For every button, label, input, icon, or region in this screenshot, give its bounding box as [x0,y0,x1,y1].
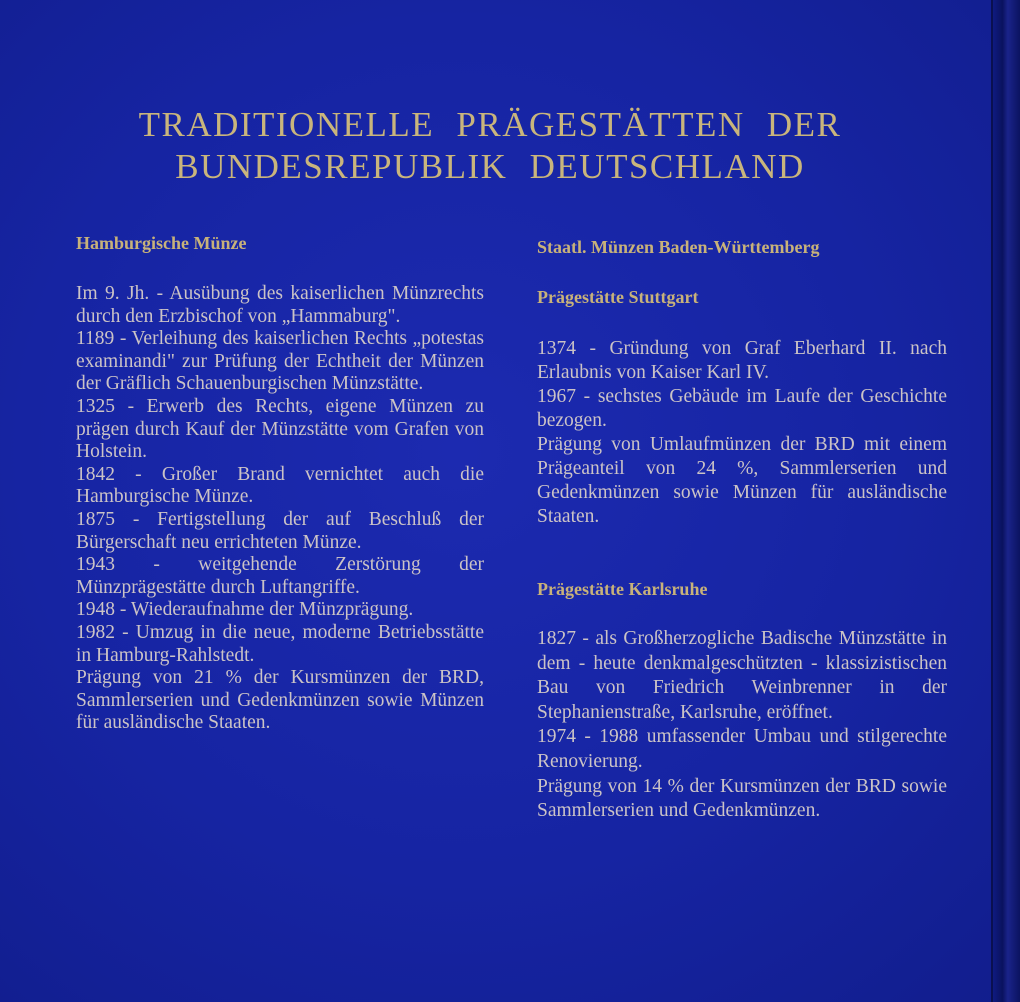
karlsruhe-heading: Prägestätte Karlsruhe [537,579,708,599]
text-paragraph: 1974 - 1988 umfassender Umbau und stilgerechte Renovierung. [537,726,947,772]
cover-title-line-2: BUNDESREPUBLIK DEUTSCHLAND [175,147,805,186]
text-paragraph: 1827 - als Großherzogliche Badische Münzstätte in dem - heute denkmalgeschützten - klassizistischen Bau von Friedrich Weinbrenner in der Stephanienstraße, Karlsruhe, eröffnet. [537,628,947,723]
text-paragraph: 1842 - Großer Brand vernichtet auch die Hamburgische Münze. [76,463,484,508]
text-paragraph: Prägung von Umlaufmünzen der BRD mit einem Prägeanteil von 24 %, Sammlerserien und Gedenkmünzen sowie Münzen für ausländische Staaten. [537,434,947,527]
hamburg-heading: Hamburgische Münze [76,233,247,253]
book-spine [993,0,1020,1002]
text-paragraph: 1948 - Wiederaufnahme der Münzprägung. [76,599,414,621]
text-paragraph: Prägung von 14 % der Kursmünzen der BRD sowie Sammlerserien und Gedenkmünzen. [537,775,947,822]
baden-wuerttemberg-heading: Staatl. Münzen Baden-Württemberg [537,237,820,257]
text-paragraph: 1982 - Umzug in die neue, moderne Betriebsstätte in Hamburg-Rahlstedt. [76,621,484,666]
text-paragraph: 1967 - sechstes Gebäude im Laufe der Geschichte bezogen. [537,386,947,431]
hamburg-text-column [76,283,484,735]
text-paragraph: 1325 - Erwerb des Rechts, eigene Münzen zu prägen durch Kauf der Münzstätte vom Grafen von Holstein. [76,395,484,463]
karlsruhe-text-column [537,627,947,824]
stuttgart-heading: Prägestätte Stuttgart [537,287,699,307]
text-paragraph: 1374 - Gründung von Graf Eberhard II. nach Erlaubnis von Kaiser Karl IV. [537,338,947,383]
text-paragraph: 1875 - Fertigstellung der auf Beschluß der Bürgerschaft neu errichteten Münze. [76,508,484,553]
cover-title-line-1: TRADITIONELLE PRÄGESTÄTTEN DER [138,105,842,144]
stuttgart-text-column [537,337,947,529]
text-paragraph: 1189 - Verleihung des kaiserlichen Rechts „potestas examinandi" zur Prüfung der Echtheit der Münzen der Gräflich Schauenburgischen Münzstätte. [76,328,484,395]
text-paragraph: 1943 - weitgehende Zerstörung der Münzprägestätte durch Luftangriffe. [76,554,484,598]
text-paragraph: Im 9. Jh. - Ausübung des kaiserlichen Münzrechts durch den Erzbischof von „Hammaburg". [76,283,484,327]
text-paragraph: Prägung von 21 % der Kursmünzen der BRD, Sammlerserien und Gedenkmünzen sowie Münzen für ausländische Staaten. [76,667,484,734]
